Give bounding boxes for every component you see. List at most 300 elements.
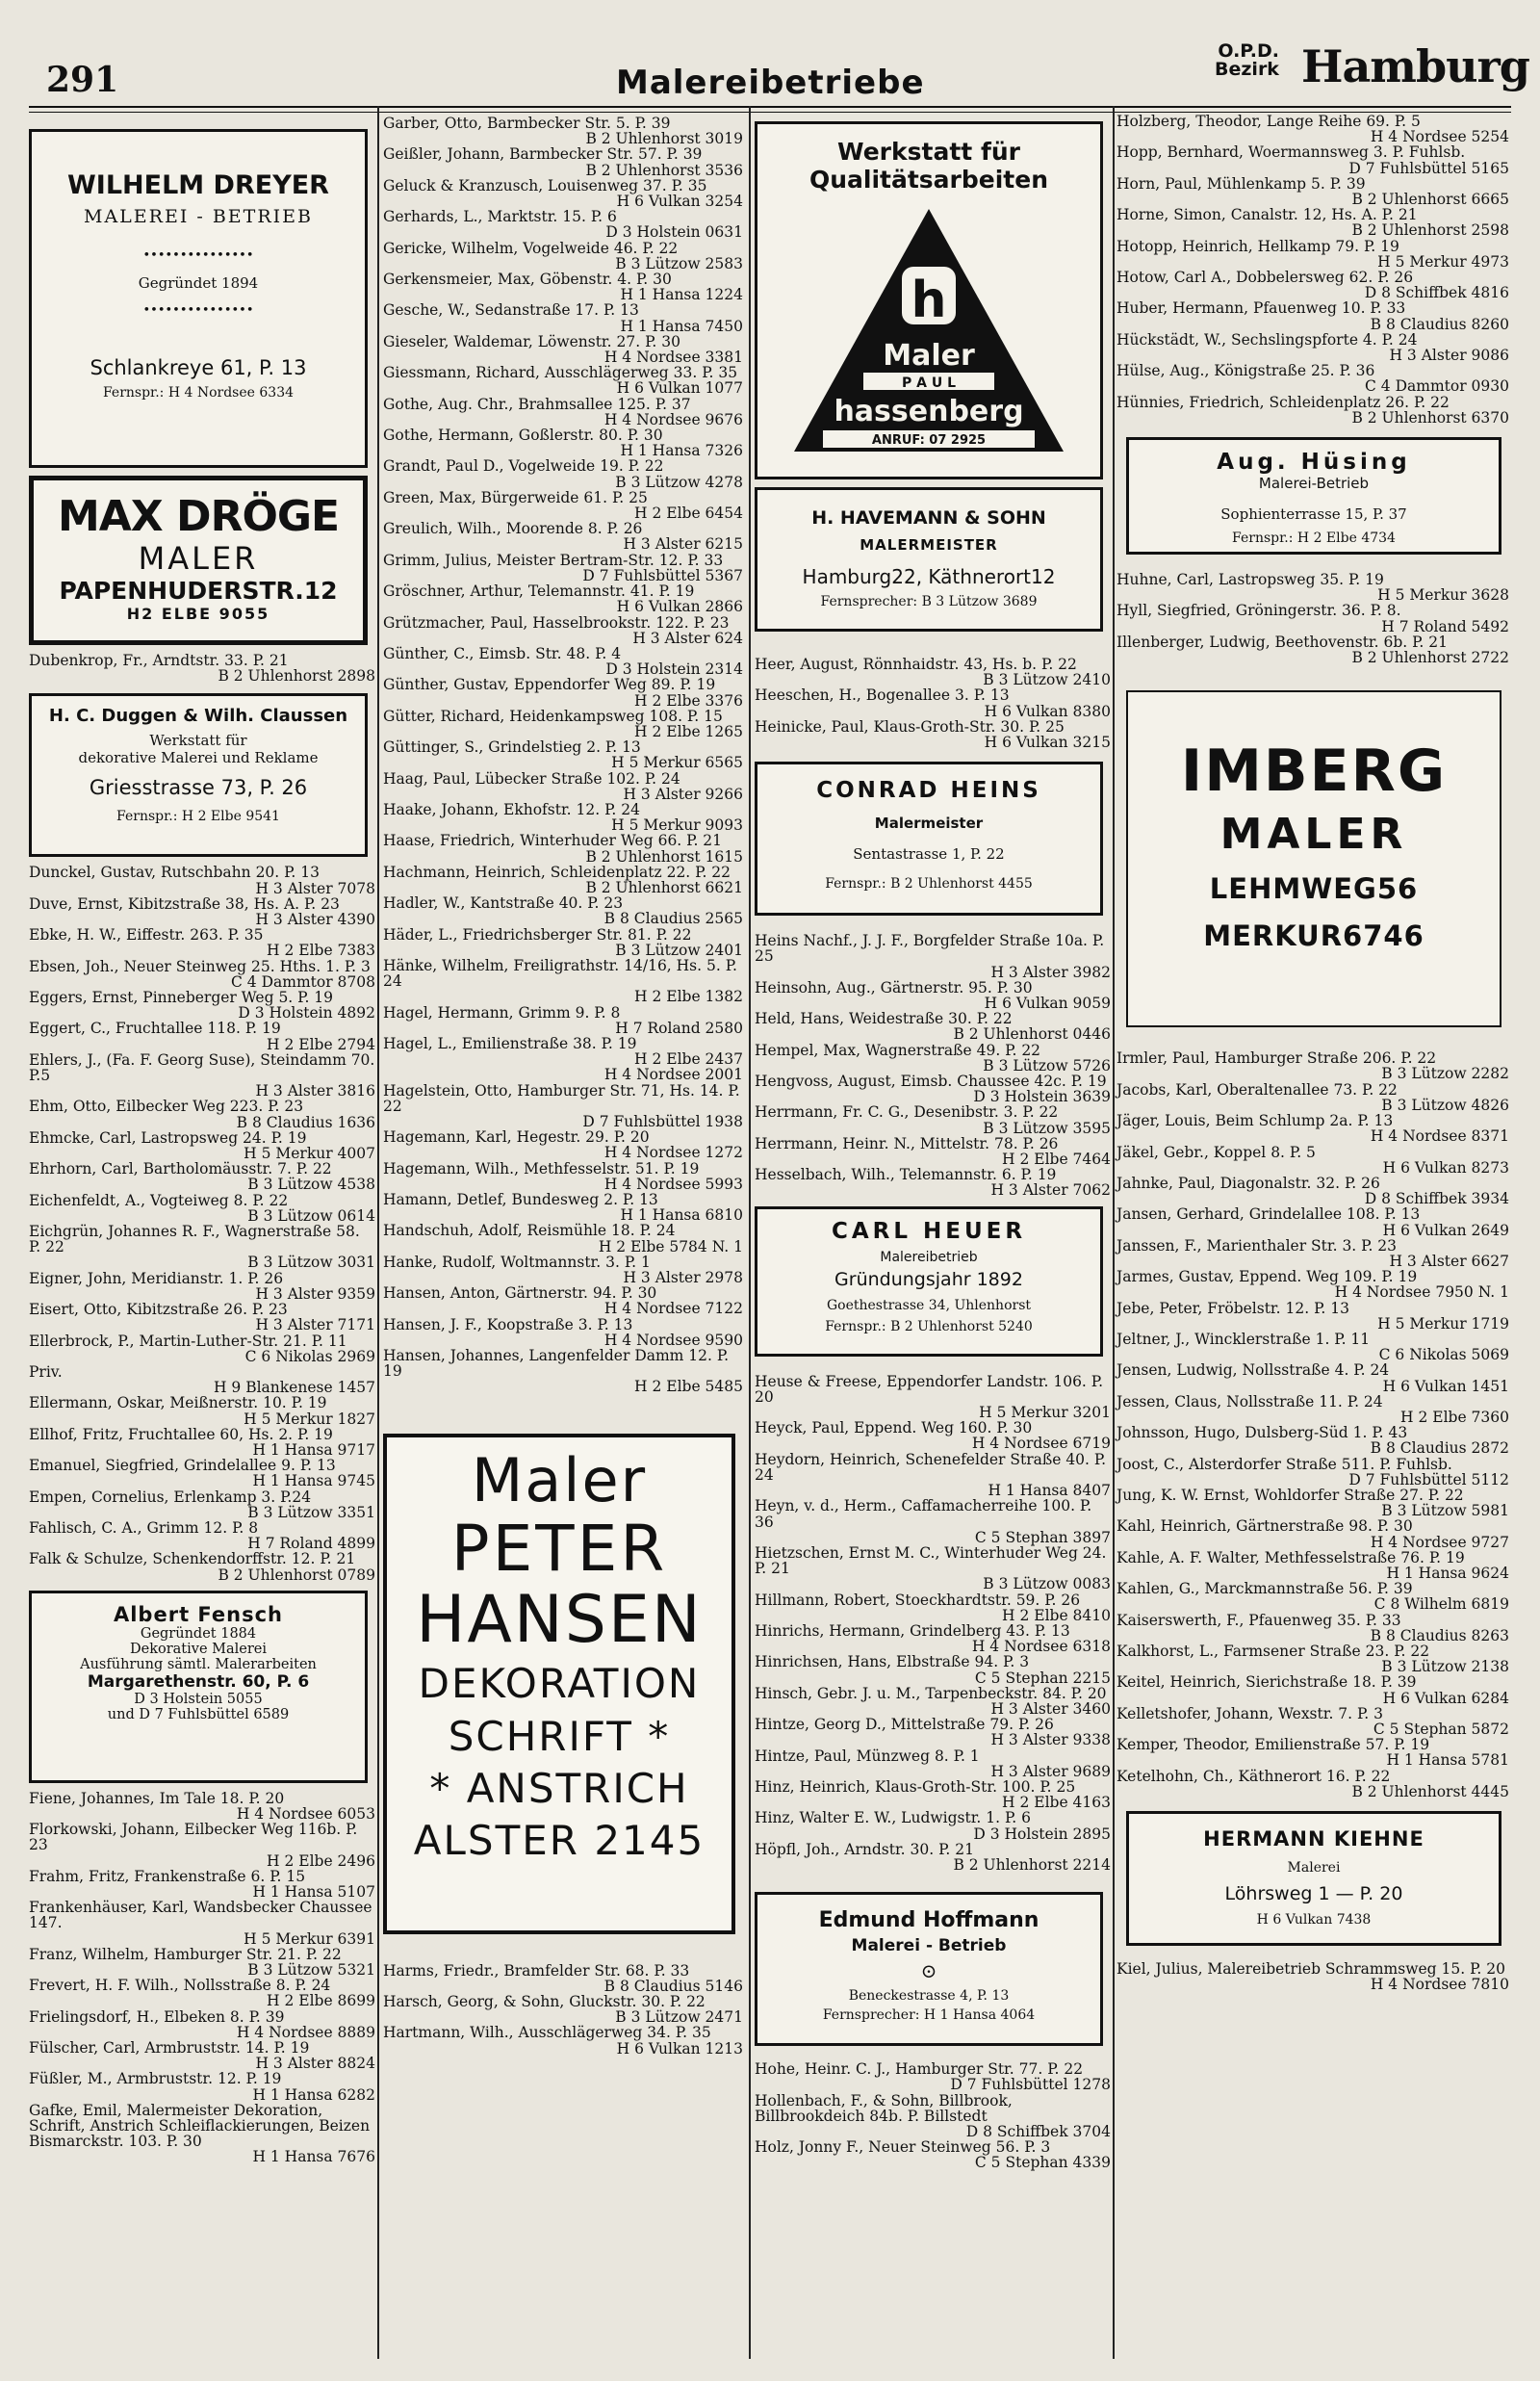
entry-phone: H 2 Elbe 5485: [634, 1378, 743, 1396]
entry-text: Heins Nachf., J. J. F., Borgfelder Straße 10a. P. 25: [755, 932, 1105, 966]
entry-text: Hülse, Aug., Königstraße 25. P. 36: [1116, 362, 1375, 380]
ad-sub: Malermeister: [874, 815, 984, 833]
entry-phone: H 6 Vulkan 8380: [984, 702, 1111, 720]
entry-text: Florkowski, Johann, Eilbecker Weg 116b. P. 23: [29, 1821, 358, 1854]
entry-phone: H 3 Alster 9338: [990, 1731, 1111, 1749]
entry-text: Gesche, W., Sedanstraße 17. P. 13: [383, 301, 639, 320]
entry-text: Kahle, A. F. Walter, Methfesselstraße 76. P. 19: [1116, 1548, 1465, 1566]
entry-text: Gafke, Emil, Malermeister Dekoration, Schrift, Anstrich Schleiflackierungen, Beizen Bismarckstr. 103. P. 30: [29, 2101, 371, 2151]
entry: [755, 1810, 1111, 1841]
entry-phone: H 3 Alster 4390: [255, 911, 375, 929]
entry-text: Huber, Hermann, Pfauenweg 10. P. 33: [1116, 299, 1406, 318]
entry: [383, 927, 743, 958]
entry: [755, 1592, 1111, 1623]
entry: [1116, 1301, 1509, 1332]
entry-phone: D 8 Schiffbek 4816: [1364, 284, 1509, 302]
entry-phone: H 5 Merkur 3628: [1377, 586, 1509, 605]
entry: [755, 1074, 1111, 1104]
entry: [1116, 144, 1509, 175]
entry-phone: H 4 Nordsee 3381: [603, 349, 743, 367]
entries-group: [29, 653, 375, 684]
ad-line: ALSTER 2145: [413, 1816, 706, 1864]
entry-text: Frielingsdorf, H., Elbeken 8. P. 39: [29, 2007, 285, 2026]
entry-text: Grimm, Julius, Meister Bertram-Str. 12. P. 33: [383, 551, 724, 569]
entry-phone: H 2 Elbe 1382: [634, 988, 743, 1006]
entry-text: Dubenkrop, Fr., Arndtstr. 33. P. 21: [29, 652, 289, 669]
entry-phone: H 1 Hansa 8407: [988, 1482, 1111, 1500]
entry-phone: H 1 Hansa 7450: [620, 317, 743, 335]
entry-text: Heeschen, H., Bogenallee 3. P. 13: [755, 686, 1010, 705]
entry: [29, 1161, 375, 1192]
entry-text: Hotow, Carl A., Dobbelersweg 62. P. 26: [1116, 269, 1414, 287]
ad-line: IMBERG: [1180, 738, 1448, 806]
entry-text: Eichenfeldt, A., Vogteiweg 8. P. 22: [29, 1191, 289, 1209]
entry-text: Eigner, John, Meridianstr. 1. P. 26: [29, 1269, 284, 1287]
ad-address: Beneckestrasse 4, P. 13: [848, 1988, 1010, 2005]
entry-phone: H 4 Nordsee 6053: [236, 1804, 375, 1823]
entries-group: [755, 2061, 1111, 2170]
entry-text: Jebe, Peter, Fröbelstr. 12. P. 13: [1116, 1299, 1349, 1317]
entry-phone: B 3 Lützow 2471: [615, 2008, 743, 2027]
entry-text: Ehrhorn, Carl, Bartholomäusstr. 7. P. 22: [29, 1160, 332, 1178]
ad-line: SCHRIFT *: [448, 1712, 671, 1760]
ad-phone: Fernspr.: H 4 Nordsee 6334: [102, 385, 295, 401]
ad-name: CONRAD HEINS: [816, 778, 1041, 804]
ad-address: Griesstrasse 73, P. 26: [89, 776, 308, 800]
entry-phone: H 3 Alster 9359: [255, 1284, 375, 1303]
entry-phone: H 6 Vulkan 3215: [984, 734, 1111, 752]
entry-phone: H 3 Alster 9266: [623, 785, 743, 803]
entry: [755, 1748, 1111, 1779]
entry: [29, 1021, 375, 1051]
entry-text: Hempel, Max, Wagnerstraße 49. P. 22: [755, 1041, 1041, 1059]
entry-text: Häder, L., Friedrichsberger Str. 81. P. 22: [383, 925, 692, 944]
entry: [383, 490, 743, 521]
entry-phone: C 4 Dammtor 8708: [231, 972, 375, 991]
ad-peter-hansen: [383, 1434, 735, 1934]
entry: [29, 1224, 375, 1271]
entry-phone: H 2 Elbe 1265: [634, 722, 743, 740]
entry-text: Irmler, Paul, Hamburger Straße 206. P. 22: [1116, 1049, 1437, 1068]
entry-phone: B 2 Uhlenhorst 6621: [585, 878, 743, 896]
entry-text: Gerkensmeier, Max, Göbenstr. 4. P. 30: [383, 271, 672, 289]
column-2: [383, 108, 743, 2057]
ad-phone: Fernsprecher: B 3 Lützow 3689: [820, 594, 1038, 609]
entry: [1116, 176, 1509, 207]
entry-phone: H 1 Hansa 9745: [252, 1472, 375, 1490]
entry-text: Hagelstein, Otto, Hamburger Str. 71, Hs. 14. P. 22: [383, 1081, 740, 1115]
entry-text: Gieseler, Waldemar, Löwenstr. 27. P. 30: [383, 332, 680, 350]
entry: [383, 209, 743, 240]
entry: [1116, 1362, 1509, 1393]
ad-address: Sentastrasse 1, P. 22: [853, 845, 1005, 864]
entry-text: Jansen, Gerhard, Grindelallee 108. P. 13: [1116, 1205, 1421, 1224]
entry-text: Günther, Gustav, Eppendorfer Weg 89. P. 19: [383, 676, 716, 694]
ad-name: Edmund Hoffmann: [818, 1908, 1040, 1933]
ad-line: PETER: [450, 1511, 668, 1586]
entry-phone: B 8 Claudius 8263: [1370, 1626, 1509, 1644]
column-1: [29, 108, 375, 2165]
entry-phone: H 4 Nordsee 6719: [971, 1435, 1111, 1453]
entry: [383, 521, 743, 552]
column-divider: [749, 106, 751, 2359]
entry-phone: H 3 Alster 624: [632, 629, 743, 647]
entry-phone: H 5 Merkur 4973: [1377, 252, 1509, 271]
entry-text: Jäger, Louis, Beim Schlump 2a. P. 13: [1116, 1112, 1394, 1130]
entry-phone: D 3 Holstein 4892: [238, 1004, 375, 1022]
ad-sub: Malerei - Betrieb: [851, 1936, 1007, 1956]
entry-phone: H 3 Alster 6215: [623, 535, 743, 554]
entry: [383, 895, 743, 926]
entry-text: Hückstädt, W., Sechslingspforte 4. P. 24: [1116, 330, 1418, 349]
entry-text: Hinsch, Gebr. J. u. M., Tarpenbeckstr. 84. P. 20: [755, 1684, 1107, 1702]
entry-text: Joost, C., Alsterdorfer Straße 511. P. Fuhlsb.: [1116, 1455, 1452, 1473]
entry: [755, 1623, 1111, 1654]
entry: [29, 1822, 375, 1869]
entry: [755, 2061, 1111, 2092]
entry-text: Ellermann, Oskar, Meißnerstr. 10. P. 19: [29, 1394, 327, 1412]
entry-phone: H 3 Alster 7078: [255, 879, 375, 897]
entry-phone: H 4 Nordsee 6318: [971, 1638, 1111, 1656]
entry-phone: H 2 Elbe 7464: [1002, 1151, 1111, 1169]
entry-phone: H 3 Alster 6627: [1389, 1252, 1509, 1270]
entry: [755, 719, 1111, 750]
entry-phone: H 3 Alster 2978: [623, 1269, 743, 1287]
entry: [383, 1005, 743, 1036]
entry-text: Eggers, Ernst, Pinneberger Weg 5. P. 19: [29, 989, 334, 1007]
entry: [1116, 1518, 1509, 1549]
entry: [29, 1869, 375, 1900]
entry-phone: B 3 Lützow 3351: [247, 1503, 375, 1521]
entry: [1116, 1613, 1509, 1643]
entry-phone: B 3 Lützow 2138: [1381, 1658, 1509, 1676]
entry-phone: H 4 Nordsee 7810: [1370, 1976, 1509, 1994]
ad-address: Löhrsweg 1 — P. 20: [1224, 1883, 1403, 1905]
entry-text: Huhne, Carl, Lastropsweg 35. P. 19: [1116, 571, 1384, 589]
entry: [383, 116, 743, 146]
entry-phone: C 5 Stephan 5872: [1373, 1721, 1509, 1739]
entries-group: [29, 1791, 375, 2165]
ad-address: Sophienterrasse 15, P. 37: [1220, 505, 1407, 524]
entry: [383, 1036, 743, 1067]
entry-phone: H 1 Hansa 9624: [1386, 1564, 1509, 1582]
entry: [29, 1333, 375, 1364]
column-divider: [377, 106, 379, 2359]
entry-text: Hachmann, Heinrich, Schleidenplatz 22. P. 22: [383, 863, 732, 881]
entry-text: Held, Hans, Weidestraße 30. P. 22: [755, 1010, 1013, 1028]
entry: [29, 1364, 375, 1395]
entry-text: Kiel, Julius, Malereibetrieb Schrammsweg 15. P. 20: [1116, 1960, 1505, 1979]
ad-name: MAX DRÖGE: [57, 492, 340, 541]
entry-text: Jäkel, Gebr., Koppel 8. P. 5: [1116, 1143, 1316, 1161]
entry-text: Hünnies, Friedrich, Schleidenplatz 26. P. 22: [1116, 393, 1450, 411]
entry-text: Frankenhäuser, Karl, Wandsbecker Chaussee 147.: [29, 1899, 372, 1932]
entry-text: Falk & Schulze, Schenkendorffstr. 12. P. 21: [29, 1550, 356, 1568]
entry-phone: B 2 Uhlenhorst 0789: [218, 1566, 375, 1584]
entry-phone: H 6 Vulkan 1077: [616, 379, 743, 398]
entry-phone: H 1 Hansa 7676: [252, 2148, 375, 2166]
entry-text: Jacobs, Karl, Oberaltenallee 73. P. 22: [1116, 1080, 1398, 1099]
entry-phone: H 2 Elbe 3376: [634, 691, 743, 710]
entry: [383, 1192, 743, 1223]
entry-phone: B 3 Lützow 5321: [247, 1960, 375, 1979]
entry: [1116, 1769, 1509, 1799]
entry-text: Illenberger, Ludwig, Beethovenstr. 6b. P. 21: [1116, 633, 1448, 651]
entry: [1116, 1050, 1509, 1081]
page-number: 291: [46, 60, 119, 100]
entry-text: Jensen, Ludwig, Nollsstraße 4. P. 24: [1116, 1361, 1390, 1380]
ad-sub: Malerei: [1287, 1860, 1341, 1876]
entry-phone: H 7 Roland 4899: [247, 1535, 375, 1553]
entry: [755, 1842, 1111, 1873]
entry: [383, 458, 743, 489]
entry-phone: D 7 Fuhlsbüttel 5165: [1348, 159, 1509, 177]
ad-sub: Malereibetrieb: [880, 1249, 978, 1265]
entry-phone: B 3 Lützow 5981: [1381, 1502, 1509, 1520]
entry-text: Eggert, C., Fruchtallee 118. P. 19: [29, 1020, 281, 1038]
entry-text: Frevert, H. F. Wilh., Nollsstraße 8. P. 24: [29, 1977, 331, 1995]
entry-phone: H 2 Elbe 8699: [267, 1992, 375, 2010]
entry-phone: B 2 Uhlenhorst 2898: [218, 667, 375, 686]
ad-phone: Fernspr.: B 2 Uhlenhorst 4455: [825, 876, 1033, 893]
entry-phone: B 8 Claudius 1636: [236, 1113, 375, 1131]
entry: [383, 1161, 743, 1192]
ad-name: CARL HEUER: [831, 1218, 1027, 1244]
ad-address: PAPENHUDERSTR.12: [59, 577, 338, 605]
entry-text: Ketelhohn, Ch., Käthnerort 16. P. 22: [1116, 1767, 1391, 1785]
entry-text: Greulich, Wilh., Moorende 8. P. 26: [383, 520, 643, 538]
entry-text: Green, Max, Bürgerweide 61. P. 25: [383, 488, 648, 506]
entry: [29, 2040, 375, 2071]
entry: [29, 1947, 375, 1978]
entry: [29, 1099, 375, 1129]
entry: [1116, 1581, 1509, 1612]
entry-text: Giessmann, Richard, Ausschlägerweg 33. P. 35: [383, 364, 738, 382]
entry: [1116, 1394, 1509, 1425]
ad-address: Schlankreye 61, P. 13: [90, 356, 307, 379]
entry-text: Hinrichsen, Hans, Elbstraße 94. P. 3: [755, 1653, 1030, 1671]
entry: [29, 1271, 375, 1302]
entry: [383, 1348, 743, 1395]
entries-group: [383, 116, 743, 1395]
entry: [383, 865, 743, 895]
entry: [1116, 1425, 1509, 1456]
entry-text: Gröschner, Arthur, Telemannstr. 41. P. 19: [383, 582, 695, 601]
entry-phone: H 5 Merkur 9093: [611, 816, 743, 835]
entry-text: Emanuel, Siegfried, Grindelallee 9. P. 13: [29, 1457, 336, 1475]
entry-phone: B 3 Lützow 2410: [983, 671, 1111, 689]
entry-phone: H 6 Vulkan 9059: [984, 995, 1111, 1013]
entry-phone: H 2 Elbe 2437: [634, 1050, 743, 1069]
entry-phone: H 3 Alster 8824: [255, 2055, 375, 2073]
entry: [755, 2093, 1111, 2140]
entries-group: [383, 1963, 743, 2057]
entry: [383, 2025, 743, 2056]
entry-phone: C 4 Dammtor 0930: [1365, 377, 1509, 396]
entry-phone: B 2 Uhlenhorst 6665: [1351, 191, 1509, 209]
entry-text: Jarmes, Gustav, Eppend. Weg 109. P. 19: [1116, 1268, 1418, 1286]
entry-phone: B 3 Lützow 2583: [615, 254, 743, 272]
entry-text: Hohe, Heinr. C. J., Hamburger Str. 77. P. 22: [755, 2060, 1084, 2079]
entry-text: Horn, Paul, Mühlenkamp 5. P. 39: [1116, 174, 1366, 193]
bezirk-text: Bezirk: [1215, 59, 1279, 80]
entries-group: [755, 933, 1111, 1198]
entry: [755, 1779, 1111, 1810]
entry: [29, 1427, 375, 1458]
entry-text: Keitel, Heinrich, Sierichstraße 18. P. 39: [1116, 1673, 1417, 1692]
entry-text: Jeltner, J., Wincklerstraße 1. P. 11: [1116, 1330, 1371, 1348]
ad-carl-heuer: [755, 1206, 1103, 1357]
entry-text: Hinz, Heinrich, Klaus-Groth-Str. 100. P. 25: [755, 1777, 1076, 1796]
ad-founded: Gründungsjahr 1892: [834, 1268, 1023, 1290]
entry-phone: H 4 Nordsee 5254: [1370, 128, 1509, 146]
page-header: [29, 17, 1529, 104]
entry-phone: B 3 Lützow 2401: [615, 941, 743, 959]
ad-line: DEKORATION: [418, 1659, 701, 1707]
entry-phone: B 2 Uhlenhorst 2214: [953, 1855, 1111, 1874]
entry: [29, 927, 375, 958]
entry: [29, 1458, 375, 1488]
entry-phone: C 6 Nikolas 5069: [1378, 1346, 1509, 1364]
ad-max-droege: [29, 476, 368, 645]
entry-phone: H 1 Hansa 6810: [620, 1206, 743, 1225]
entry-text: Grandt, Paul D., Vogelweide 19. P. 22: [383, 457, 664, 476]
entry-text: Hengvoss, August, Eimsb. Chaussee 42c. P. 19: [755, 1073, 1107, 1091]
entry: [1116, 363, 1509, 394]
entry-phone: H 1 Hansa 6282: [252, 2085, 375, 2104]
entry: [755, 1167, 1111, 1198]
entry-phone: H 1 Hansa 7326: [620, 442, 743, 460]
ad-line: Maler: [471, 1444, 648, 1515]
entry-text: Jung, K. W. Ernst, Wohldorfer Straße 27. P. 22: [1116, 1486, 1464, 1504]
entry-phone: H 2 Elbe 4163: [1002, 1794, 1111, 1812]
entry: [29, 1791, 375, 1822]
entry-phone: D 7 Fuhlsbüttel 5367: [582, 566, 743, 584]
entry: [383, 553, 743, 583]
entry-phone: D 3 Holstein 3639: [973, 1088, 1111, 1106]
entry: [1116, 207, 1509, 238]
entry-text: Haake, Johann, Ekhofstr. 12. P. 24: [383, 800, 640, 818]
ad-name: Aug. Hüsing: [1217, 450, 1411, 476]
entry: [1116, 1643, 1509, 1674]
entry-phone: H 2 Elbe 8410: [1002, 1606, 1111, 1624]
ad-name: HERMANN KIEHNE: [1203, 1827, 1424, 1851]
entry: [755, 1654, 1111, 1685]
entry-phone: D 3 Holstein 2314: [605, 660, 743, 679]
entry: [29, 653, 375, 684]
entry-phone: H 6 Vulkan 3254: [616, 193, 743, 211]
entry: [29, 1900, 375, 1947]
entry: [1116, 1269, 1509, 1300]
ad-edmund-hoffmann: [755, 1892, 1103, 2046]
entry-text: Ebsen, Joh., Neuer Steinweg 25. Hths. 1. P. 3: [29, 957, 371, 975]
entry-text: Güttinger, S., Grindelstieg 2. P. 13: [383, 738, 641, 757]
entries-group: [1116, 114, 1509, 426]
entry: [29, 1520, 375, 1551]
entry-phone: H 4 Nordsee 2001: [603, 1066, 743, 1084]
entry: [1116, 572, 1509, 603]
ad-line: Ausführung sämtl. Malerarbeiten: [80, 1656, 317, 1672]
entry-phone: H 2 Elbe 6454: [634, 505, 743, 523]
entry-phone: B 2 Uhlenhorst 0446: [953, 1025, 1111, 1044]
entry: [1116, 1961, 1509, 1992]
entry: [1116, 1145, 1509, 1176]
entry: [383, 178, 743, 209]
entry-phone: B 3 Lützow 4278: [615, 473, 743, 491]
entry-phone: H 7 Roland 5492: [1381, 617, 1509, 635]
entry-text: Ellhof, Fritz, Fruchtallee 60, Hs. 2. P. 19: [29, 1425, 333, 1443]
entries-group: [755, 1374, 1111, 1874]
opd-text: O.P.D.: [1218, 40, 1279, 62]
entry: [383, 272, 743, 302]
entry: [1116, 1706, 1509, 1737]
entry: [755, 1374, 1111, 1421]
ad-duggen-claussen: [29, 693, 368, 857]
entry-phone: D 7 Fuhlsbüttel 1938: [582, 1113, 743, 1130]
entry-text: Ebke, H. W., Eiffestr. 263. P. 35: [29, 926, 264, 945]
entry-text: Hopp, Bernhard, Woermannsweg 3. P. Fuhlsb.: [1116, 143, 1466, 162]
entry: [755, 687, 1111, 718]
entry-phone: D 3 Holstein 2895: [973, 1825, 1111, 1843]
entry-phone: C 5 Stephan 3897: [974, 1528, 1111, 1546]
entry-phone: B 8 Claudius 8260: [1370, 315, 1509, 333]
entry-phone: B 3 Lützow 2282: [1381, 1065, 1509, 1083]
entry-text: Heinsohn, Aug., Gärtnerstr. 95. P. 30: [755, 978, 1033, 996]
entry-text: Handschuh, Adolf, Reismühle 18. P. 24: [383, 1222, 676, 1240]
entry-phone: B 2 Uhlenhorst 3019: [585, 130, 743, 148]
entry-text: Hagemann, Karl, Hegestr. 29. P. 20: [383, 1128, 650, 1147]
entry: [1116, 270, 1509, 300]
ad-name: Albert Fensch: [113, 1602, 284, 1626]
entry: [1116, 1082, 1509, 1113]
ad-line: Qualitätsarbeiten: [808, 166, 1049, 194]
entry: [383, 615, 743, 646]
entries-group: [1116, 1050, 1509, 1799]
ad-line: D 3 Holstein 5055: [134, 1691, 263, 1707]
entry-phone: B 3 Lützow 3595: [983, 1119, 1111, 1137]
ad-line: MERKUR6746: [1203, 919, 1424, 953]
entry: [383, 833, 743, 864]
ad-line: * ANSTRICH: [429, 1764, 689, 1812]
ad-line: HANSEN: [416, 1581, 703, 1658]
entry-phone: H 4 Nordsee 5993: [603, 1175, 743, 1193]
entry-phone: H 4 Nordsee 7950 N. 1: [1334, 1283, 1509, 1302]
entry-phone: B 2 Uhlenhorst 2722: [1351, 649, 1509, 667]
entry: [1116, 603, 1509, 634]
entries-group: [1116, 572, 1509, 665]
logo-phone: ANRUF: 07 2925: [871, 433, 987, 448]
entry-phone: H 3 Alster 7171: [255, 1316, 375, 1334]
entry-text: Hotopp, Heinrich, Hellkamp 79. P. 19: [1116, 237, 1399, 255]
entry-phone: H 3 Alster 9689: [990, 1762, 1111, 1780]
entry-text: Hartmann, Wilh., Ausschlägerweg 34. P. 35: [383, 2024, 711, 2042]
entry: [383, 241, 743, 272]
entry: [1116, 1206, 1509, 1237]
ad-line: LEHMWEG56: [1209, 872, 1419, 906]
entry-phone: B 3 Lützow 0083: [983, 1575, 1111, 1593]
entry-text: Frahm, Fritz, Frankenstraße 6. P. 15: [29, 1867, 306, 1885]
entry: [29, 1193, 375, 1224]
entry-text: Hesselbach, Wilh., Telemannstr. 6. P. 19: [755, 1166, 1057, 1184]
entry-text: Höpfl, Joh., Arndstr. 30. P. 21: [755, 1840, 974, 1858]
entry: [383, 146, 743, 177]
entry-text: Hanke, Rudolf, Woltmannstr. 3. P. 1: [383, 1253, 651, 1271]
entry-text: Hyll, Siegfried, Gröningerstr. 36. P. 8.: [1116, 602, 1401, 620]
entry-text: Garber, Otto, Barmbecker Str. 5. P. 39: [383, 115, 671, 132]
logo-maler: Maler: [883, 339, 975, 373]
ad-line: dekorative Malerei und Reklame: [78, 749, 319, 767]
entry-phone: D 3 Holstein 0631: [605, 223, 743, 242]
